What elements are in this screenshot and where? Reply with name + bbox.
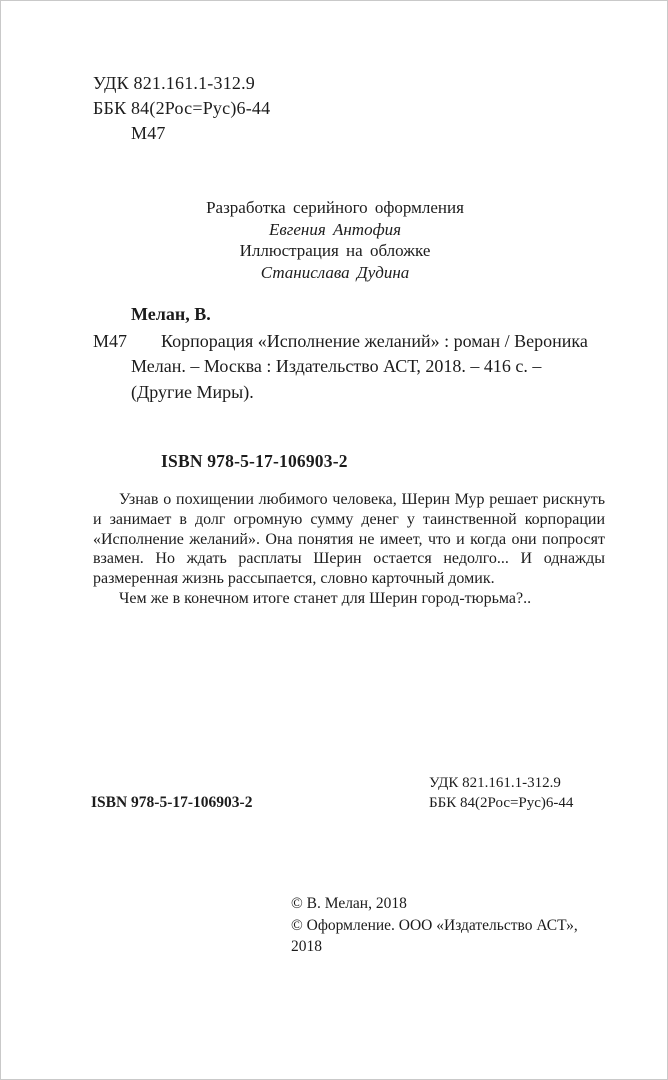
bottom-codes-block	[429, 774, 573, 813]
series-design-label: Разработка серийного оформления	[206, 198, 464, 217]
author-sign-top: М47	[131, 123, 166, 143]
catalog-entry-block	[93, 302, 595, 405]
credits-block	[1, 197, 668, 283]
series-designer-name: Евгения Антофия	[268, 219, 402, 239]
annotation-paragraph-1: Узнав о похищении любимого человека, Шерин Мур решает рискнуть и занимает в долг огромную сумму денег у таинственной корпорации «Исполнение желаний». Она понятия не имеет, что и когда они попросят взамен. Но ждать расплаты Шерин остается недолго... И однажды размеренная жизнь рассыпается, словно карточный домик.	[93, 491, 605, 588]
annotation-paragraph-2: Чем же в конечном итоге станет для Шерин город-тюрьма?..	[119, 589, 532, 607]
bbk-code-bottom: ББК 84(2Рос=Рус)6-44	[429, 794, 574, 811]
cover-illustration-label: Иллюстрация на обложке	[239, 241, 431, 260]
top-codes-block	[93, 71, 270, 146]
catalog-entry-text: Корпорация «Исполнение желаний» : роман / Вероника Мелан. – Москва : Издательство АСТ, 2018. – 416 с. – (Другие Миры).	[131, 330, 588, 402]
bbk-code-top: ББК 84(2Рос=Рус)6-44	[93, 98, 271, 118]
isbn-bottom: ISBN 978-5-17-106903-2	[91, 794, 253, 811]
copyright-author-line: © В. Мелан, 2018	[291, 895, 407, 912]
cover-illustrator-name: Станислава Дудина	[260, 262, 410, 282]
catalog-code: М47	[93, 330, 128, 351]
annotation-block	[93, 490, 605, 609]
isbn-main: ISBN 978-5-17-106903-2	[161, 451, 348, 471]
catalog-entry-wrap	[93, 329, 595, 406]
udk-code-bottom: УДК 821.161.1-312.9	[429, 775, 561, 791]
copyright-block	[291, 893, 593, 958]
catalog-author: Мелан, В.	[131, 304, 211, 324]
udk-code-top: УДК 821.161.1-312.9	[93, 73, 256, 93]
copyright-publisher-line: © Оформление. ООО «Издательство АСТ», 2018	[291, 916, 578, 955]
